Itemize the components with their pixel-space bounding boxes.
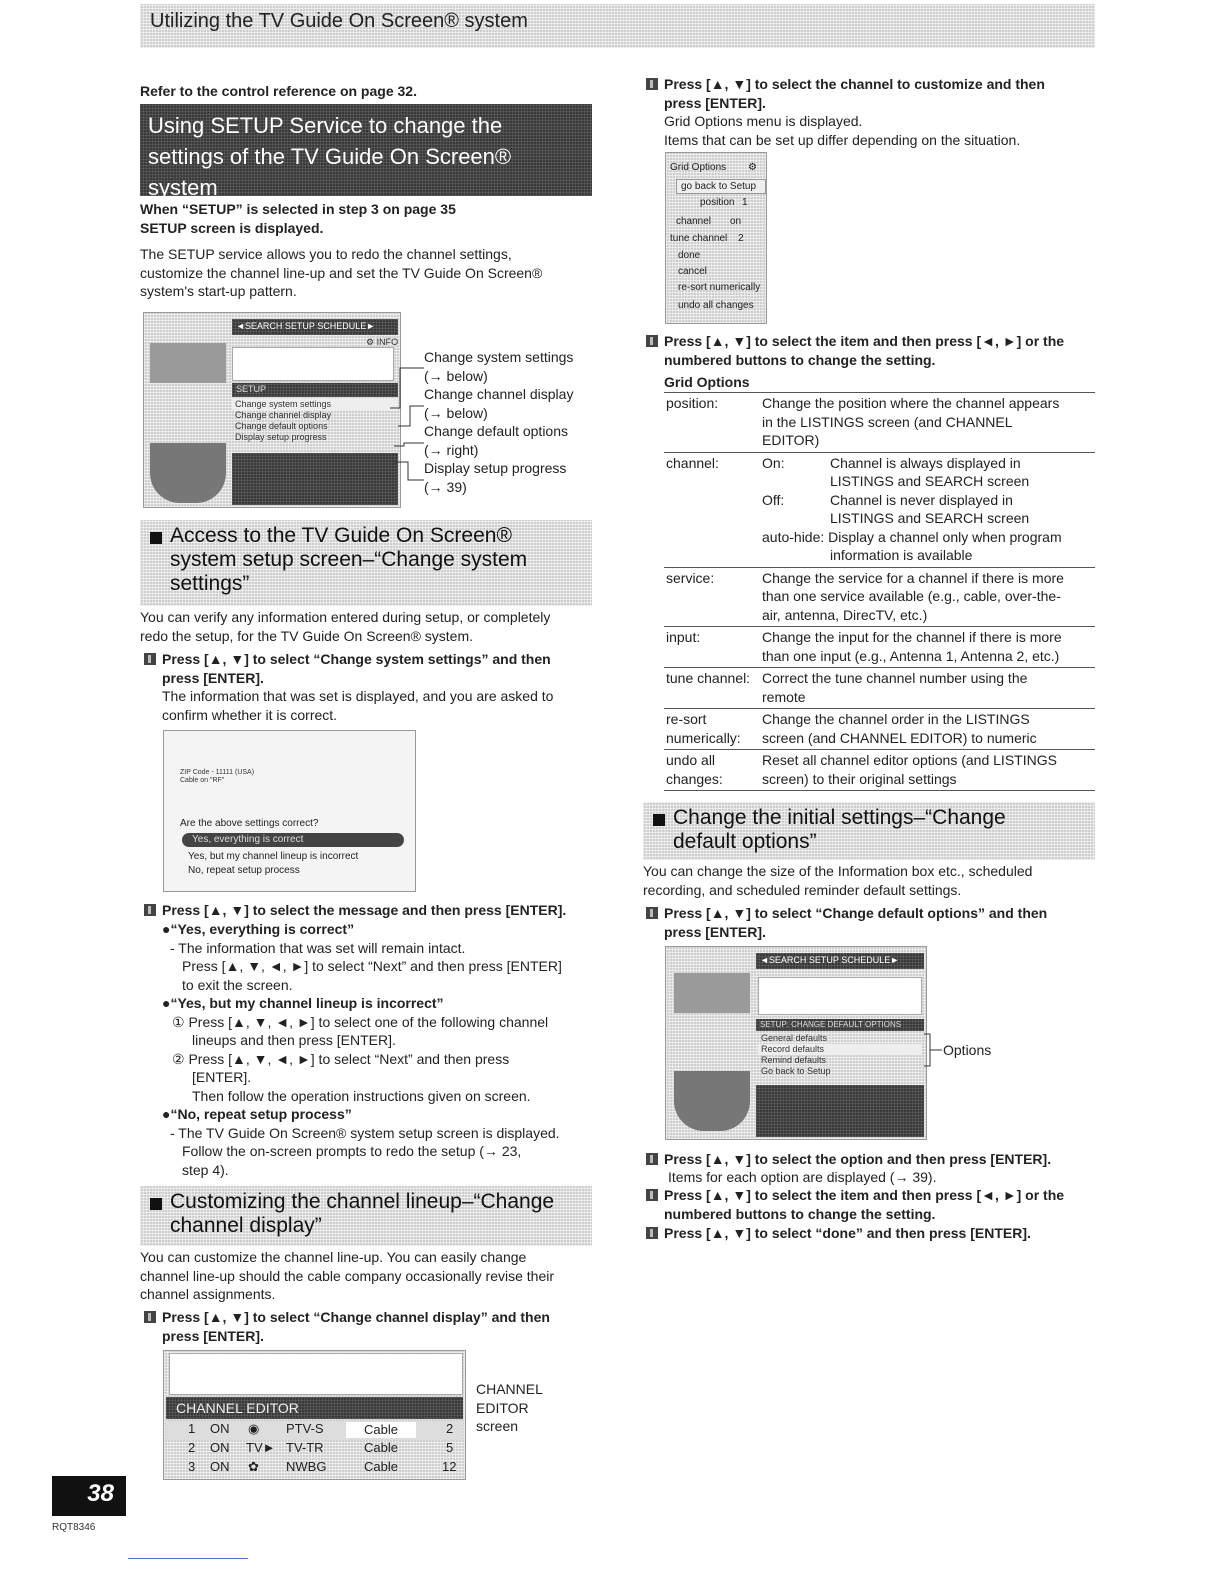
- step3-defaults: [646, 1186, 1064, 1223]
- editor-row[interactable]: [166, 1421, 463, 1440]
- step-text: Press [▲, ▼] to select “done” and then press [ENTER].: [664, 1225, 1031, 1241]
- sec2-body: [140, 1248, 554, 1304]
- table-value: information is available: [830, 547, 973, 563]
- setup-menu-item[interactable]: Change channel display: [235, 410, 332, 420]
- callout-label: Change system settings: [424, 349, 574, 365]
- row-service[interactable]: Cable: [346, 1422, 416, 1438]
- options-menu-item[interactable]: Go back to Setup: [761, 1066, 831, 1076]
- step3-channel: [646, 332, 1064, 369]
- row-tune: 12: [442, 1459, 457, 1474]
- sec3-body: [643, 862, 1032, 899]
- option-line: ② Press [▲, ▼, ◄, ►] to select “Next” and then press: [172, 1050, 510, 1067]
- step-text: Press [▲, ▼] to select the item and then press [◄, ►] or the: [664, 333, 1065, 349]
- step2-defaults: [646, 1150, 1051, 1169]
- options-preview: [758, 977, 922, 1015]
- screen-logo: [674, 1071, 750, 1131]
- row-service: Cable: [364, 1459, 398, 1474]
- table-value: remote: [762, 688, 806, 705]
- step-number-icon: [144, 1311, 156, 1323]
- grid-menu-item[interactable]: done: [678, 250, 701, 261]
- row-service: Cable: [364, 1440, 398, 1455]
- options-menu-item[interactable]: Remind defaults: [761, 1055, 827, 1065]
- table-key: input:: [666, 629, 701, 645]
- callout-ref: (→ below): [424, 404, 488, 421]
- options-title: SETUP: CHANGE DEFAULT OPTIONS: [760, 1020, 902, 1029]
- step-text: press [ENTER].: [162, 669, 264, 686]
- step-text: numbered buttons to change the setting.: [664, 1205, 936, 1222]
- callout-ref: (→ below): [424, 367, 488, 384]
- step-number-icon: [646, 335, 658, 347]
- option-line: - The TV Guide On Screen® system setup screen is displayed.: [170, 1124, 560, 1141]
- step-text: Press [▲, ▼] to select the option and then press [ENTER].: [664, 1151, 1052, 1167]
- header-title: Utilizing the TV Guide On Screen® system: [150, 10, 528, 32]
- screen-logo: [150, 443, 226, 503]
- row-status: ON: [210, 1459, 230, 1474]
- table-value: Reset all channel editor options (and LISTINGS: [762, 752, 1057, 768]
- row-status: ON: [210, 1440, 230, 1455]
- option-line: - The information that was set will remain intact.: [170, 939, 466, 956]
- table-value: Change the input for the channel if there is more: [762, 629, 1062, 645]
- table-value: than one input (e.g., Antenna 1, Antenna 2, etc.): [762, 647, 1060, 664]
- option-line: step 4).: [182, 1161, 229, 1178]
- grid-menu-value[interactable]: on: [730, 216, 742, 227]
- table-key: re-sort: [666, 711, 707, 727]
- setup-title-bar: [232, 383, 398, 397]
- editor-preview: [169, 1353, 463, 1395]
- step-body-line: confirm whether it is correct.: [162, 706, 338, 723]
- page-number-box: [52, 1476, 126, 1516]
- main-heading-line: settings of the TV Guide On Screen®: [148, 144, 512, 169]
- callout-ref: (→ 39): [424, 478, 467, 495]
- table-key: numerically:: [666, 729, 741, 746]
- table-value: LISTINGS and SEARCH screen: [830, 510, 1030, 526]
- options-tabs: [756, 953, 924, 969]
- setup-menu-item[interactable]: Change system settings: [232, 399, 398, 410]
- intro-paragraph: [140, 245, 542, 301]
- step-number-icon: [646, 1227, 658, 1239]
- step1-channel: [144, 1308, 550, 1345]
- options-bottom: [756, 1085, 924, 1137]
- option-line: to exit the screen.: [182, 976, 293, 993]
- option-line: Then follow the operation instructions given on screen.: [192, 1087, 531, 1104]
- editor-title: CHANNEL EDITOR: [176, 1400, 299, 1416]
- step-text: Press [▲, ▼] to select “Change default options” and then: [664, 905, 1048, 921]
- callout-label: Display setup progress: [424, 460, 567, 476]
- grid-options-menu: [665, 152, 767, 324]
- sec2-body-line: channel assignments.: [140, 1286, 276, 1302]
- step-body-line: Items for each option are displayed (→ 39).: [668, 1169, 937, 1185]
- step-text: press [ENTER].: [162, 1327, 264, 1344]
- section-heading-system-settings: [140, 520, 592, 606]
- table-row: [664, 750, 1095, 791]
- sec3-body-line: recording, and scheduled reminder default settings.: [643, 881, 962, 898]
- confirm-option-yes[interactable]: Yes, everything is correct: [182, 833, 404, 847]
- table-value: screen (and CHANNEL EDITOR) to numeric: [762, 729, 1037, 746]
- step2-channel-body: [664, 112, 1020, 149]
- row-logo-icon: ◉: [248, 1421, 260, 1436]
- table-row: [664, 452, 1095, 567]
- control-reference: Refer to the control reference on page 32.: [140, 83, 417, 99]
- step-text: Press [▲, ▼] to select the channel to customize and then: [664, 76, 1045, 92]
- sec2-body-line: channel line-up should the cable company occasionally revise their: [140, 1267, 555, 1284]
- confirm-option-repeat[interactable]: No, repeat setup process: [188, 865, 300, 876]
- callout-lines: [380, 350, 426, 500]
- step2-channel: [646, 75, 1045, 112]
- table-value: Correct the tune channel number using the: [762, 670, 1028, 686]
- channel-editor-screen: [163, 1350, 466, 1480]
- setup-callouts: [424, 348, 573, 496]
- table-value: Change the channel order in the LISTINGS: [762, 711, 1030, 727]
- table-key: position:: [666, 395, 719, 411]
- table-value: Channel is never displayed in: [830, 491, 1013, 508]
- editor-label-line: CHANNEL: [476, 1381, 543, 1397]
- step1-system: [144, 650, 551, 687]
- step-text: press [ENTER].: [664, 94, 766, 111]
- editor-label-line: EDITOR: [476, 1399, 529, 1416]
- callout-label: Change default options: [424, 423, 568, 439]
- when-line: When “SETUP” is selected in step 3 on page 35: [140, 201, 456, 217]
- table-value: Channel is always displayed in: [830, 454, 1021, 471]
- header-bar: [140, 4, 1095, 48]
- grid-menu-value[interactable]: 2: [738, 233, 744, 244]
- grid-menu-item[interactable]: go back to Setup: [676, 179, 766, 194]
- sec2-body-line: You can customize the channel line-up. You can easily change: [140, 1249, 527, 1265]
- section-heading-line: settings”: [170, 572, 250, 595]
- step-number-icon: [144, 904, 156, 916]
- screen-thumb: [150, 343, 226, 383]
- editor-label: [476, 1380, 543, 1436]
- step1-defaults: [646, 904, 1047, 941]
- row-logo-icon: TV►: [246, 1440, 276, 1455]
- table-row: [664, 567, 1095, 627]
- sec1-body-line: You can verify any information entered during setup, or completely: [140, 609, 551, 625]
- option-line: Press [▲, ▼, ◄, ►] to select “Next” and then press [ENTER]: [182, 958, 562, 974]
- table-value: air, antenna, DirecTV, etc.): [762, 606, 928, 623]
- grid-menu-item[interactable]: channel: [676, 216, 712, 227]
- step1-body: [162, 687, 553, 724]
- grid-menu-title: Grid Options: [670, 162, 727, 173]
- section-heading-line: Change the initial settings–“Change: [673, 806, 1006, 829]
- footer-rule: [128, 1558, 248, 1559]
- intro-line: system's start-up pattern.: [140, 283, 297, 299]
- table-key: service:: [666, 569, 715, 586]
- step-text: Press [▲, ▼] to select the item and then press [◄, ►] or the: [664, 1187, 1065, 1203]
- page-number: 38: [87, 1480, 114, 1507]
- step-number-icon: [646, 907, 658, 919]
- table-key: tune channel:: [666, 670, 751, 686]
- editor-row[interactable]: [166, 1440, 463, 1459]
- row-tune: 2: [446, 1421, 454, 1436]
- row-status: ON: [210, 1421, 230, 1436]
- table-value: EDITOR): [762, 432, 820, 448]
- callout-label: Change channel display: [424, 386, 574, 402]
- options-menu-item[interactable]: Record defaults: [758, 1044, 922, 1055]
- options-tabs-label: ◄SEARCH SETUP SCHEDULE►: [760, 955, 900, 965]
- options-menu-item[interactable]: General defaults: [761, 1033, 828, 1043]
- table-key: changes:: [666, 770, 723, 787]
- section-heading-line: default options”: [673, 830, 817, 853]
- doc-code: RQT8346: [52, 1522, 96, 1533]
- grid-menu-item[interactable]: undo all changes: [678, 300, 754, 311]
- step2-system: [144, 901, 566, 920]
- grid-menu-item[interactable]: re-sort numerically: [678, 282, 761, 293]
- section-heading-line: Access to the TV Guide On Screen®: [170, 524, 512, 547]
- table-value: screen) to their original settings: [762, 770, 957, 787]
- option-heading: ●“Yes, everything is correct”: [162, 921, 355, 937]
- table-row: [664, 627, 1095, 668]
- options-menu: [758, 1033, 922, 1077]
- table-row: [664, 393, 1095, 453]
- step-body-line: The information that was set is displayed, and you are asked to: [162, 688, 554, 704]
- sec1-body: [140, 608, 550, 645]
- default-options-screen: [665, 946, 927, 1140]
- row-logo-icon: ✿: [248, 1459, 259, 1474]
- step4-defaults: [646, 1224, 1031, 1243]
- step2-options: [162, 920, 562, 1179]
- confirm-option-lineup[interactable]: Yes, but my channel lineup is incorrect: [188, 851, 359, 862]
- info-icon: ⚙: [748, 162, 757, 173]
- options-label: Options: [943, 1042, 992, 1058]
- table-value: than one service available (e.g., cable, over-the-: [762, 588, 1061, 604]
- table-key: undo all: [666, 752, 716, 768]
- row-tune: 5: [446, 1440, 454, 1455]
- setup-preview: [232, 347, 394, 381]
- section-heading-line: channel display”: [170, 1214, 322, 1237]
- sec3-body-line: You can change the size of the Information box etc., scheduled: [643, 863, 1033, 879]
- confirm-screen: [163, 730, 416, 892]
- cable-text: Cable on "RF": [180, 777, 225, 784]
- table-row: [664, 709, 1095, 750]
- step-text: press [ENTER].: [664, 923, 766, 940]
- section-heading-line: Customizing the channel lineup–“Change: [170, 1190, 555, 1213]
- step-number-icon: [646, 1189, 658, 1201]
- table-key: channel:: [666, 454, 719, 471]
- option-line: Follow the on-screen prompts to redo the setup (→ 23,: [182, 1143, 522, 1159]
- section-heading-default-options: [643, 802, 1095, 860]
- table-value: Change the service for a channel if there is more: [762, 569, 1064, 586]
- grid-menu-item[interactable]: cancel: [678, 266, 707, 277]
- step-number-icon: [646, 78, 658, 90]
- option-line: ① Press [▲, ▼, ◄, ►] to select one of the following channel: [172, 1013, 549, 1030]
- info-label: ⚙ INFO: [366, 337, 399, 347]
- row-number: 1: [188, 1421, 196, 1436]
- intro-line: The SETUP service allows you to redo the channel settings,: [140, 246, 512, 262]
- sec1-body-line: redo the setup, for the TV Guide On Screen® system.: [140, 627, 473, 644]
- setup-tabs-label: ◄SEARCH SETUP SCHEDULE►: [236, 321, 376, 331]
- row-callsign: TV-TR: [286, 1440, 324, 1455]
- row-number: 2: [188, 1440, 196, 1455]
- section-heading-channel-display: [140, 1186, 592, 1246]
- option-line: lineups and then press [ENTER].: [192, 1032, 396, 1048]
- step-text: numbered buttons to change the setting.: [664, 351, 936, 368]
- table-value: LISTINGS and SEARCH screen: [830, 473, 1030, 489]
- step-text: Press [▲, ▼] to select “Change channel display” and then: [162, 1309, 550, 1325]
- when-line: SETUP screen is displayed.: [140, 219, 324, 236]
- grid-menu-item[interactable]: position: [700, 197, 735, 208]
- table-value: in the LISTINGS screen (and CHANNEL: [762, 413, 1013, 430]
- confirm-question: Are the above settings correct?: [180, 818, 319, 829]
- setup-menu-item[interactable]: Change default options: [235, 421, 328, 431]
- setup-menu-item[interactable]: Display setup progress: [235, 432, 327, 442]
- grid-menu-value[interactable]: 1: [742, 197, 748, 208]
- main-heading: [140, 104, 592, 200]
- editor-title-bar: [166, 1397, 463, 1419]
- grid-options-table: [664, 392, 1095, 791]
- zip-text: ZIP Code - 11111 (USA): [180, 769, 255, 776]
- row-number: 3: [188, 1459, 196, 1474]
- step-body-line: Grid Options menu is displayed.: [664, 113, 863, 129]
- step-number-icon: [144, 653, 156, 665]
- step-text: Press [▲, ▼] to select the message and then press [ENTER].: [162, 902, 567, 918]
- step-number-icon: [646, 1153, 658, 1165]
- option-heading: ●“Yes, but my channel lineup is incorrect”: [162, 995, 444, 1011]
- setup-screen: [143, 312, 401, 508]
- options-title-bar: [756, 1019, 924, 1031]
- table-row: [664, 668, 1095, 709]
- grid-menu-item[interactable]: tune channel: [670, 233, 728, 244]
- callout-ref: (→ right): [424, 441, 479, 458]
- screen-thumb: [674, 973, 750, 1013]
- main-heading-line: system: [148, 175, 218, 200]
- editor-row[interactable]: [166, 1459, 463, 1478]
- option-line: [ENTER].: [192, 1069, 252, 1085]
- section-heading-line: system setup screen–“Change system: [170, 548, 528, 571]
- step-body-line: Items that can be set up differ depending on the situation.: [664, 131, 1021, 148]
- intro-line: customize the channel line-up and set the TV Guide On Screen®: [140, 264, 543, 281]
- table-value: Change the position where the channel appears: [762, 395, 1060, 411]
- editor-label-line: screen: [476, 1418, 519, 1434]
- main-heading-line: Using SETUP Service to change the: [148, 113, 503, 138]
- editor-rows: [166, 1421, 463, 1478]
- row-callsign: PTV-S: [286, 1421, 324, 1436]
- when-text: [140, 200, 456, 237]
- table-subkey: Off:: [762, 491, 785, 508]
- table-value: auto-hide: Display a channel only when program: [762, 528, 1062, 545]
- setup-bottom: [232, 453, 398, 505]
- setup-tabs: [232, 319, 398, 335]
- setup-title: SETUP: [236, 384, 267, 394]
- options-bracket: [920, 1030, 944, 1070]
- table-subkey: On:: [762, 454, 785, 471]
- step-text: Press [▲, ▼] to select “Change system settings” and then: [162, 651, 551, 667]
- grid-options-heading: Grid Options: [664, 374, 750, 390]
- setup-menu: [232, 399, 398, 443]
- option-heading: ●“No, repeat setup process”: [162, 1106, 352, 1122]
- row-callsign: NWBG: [286, 1459, 327, 1474]
